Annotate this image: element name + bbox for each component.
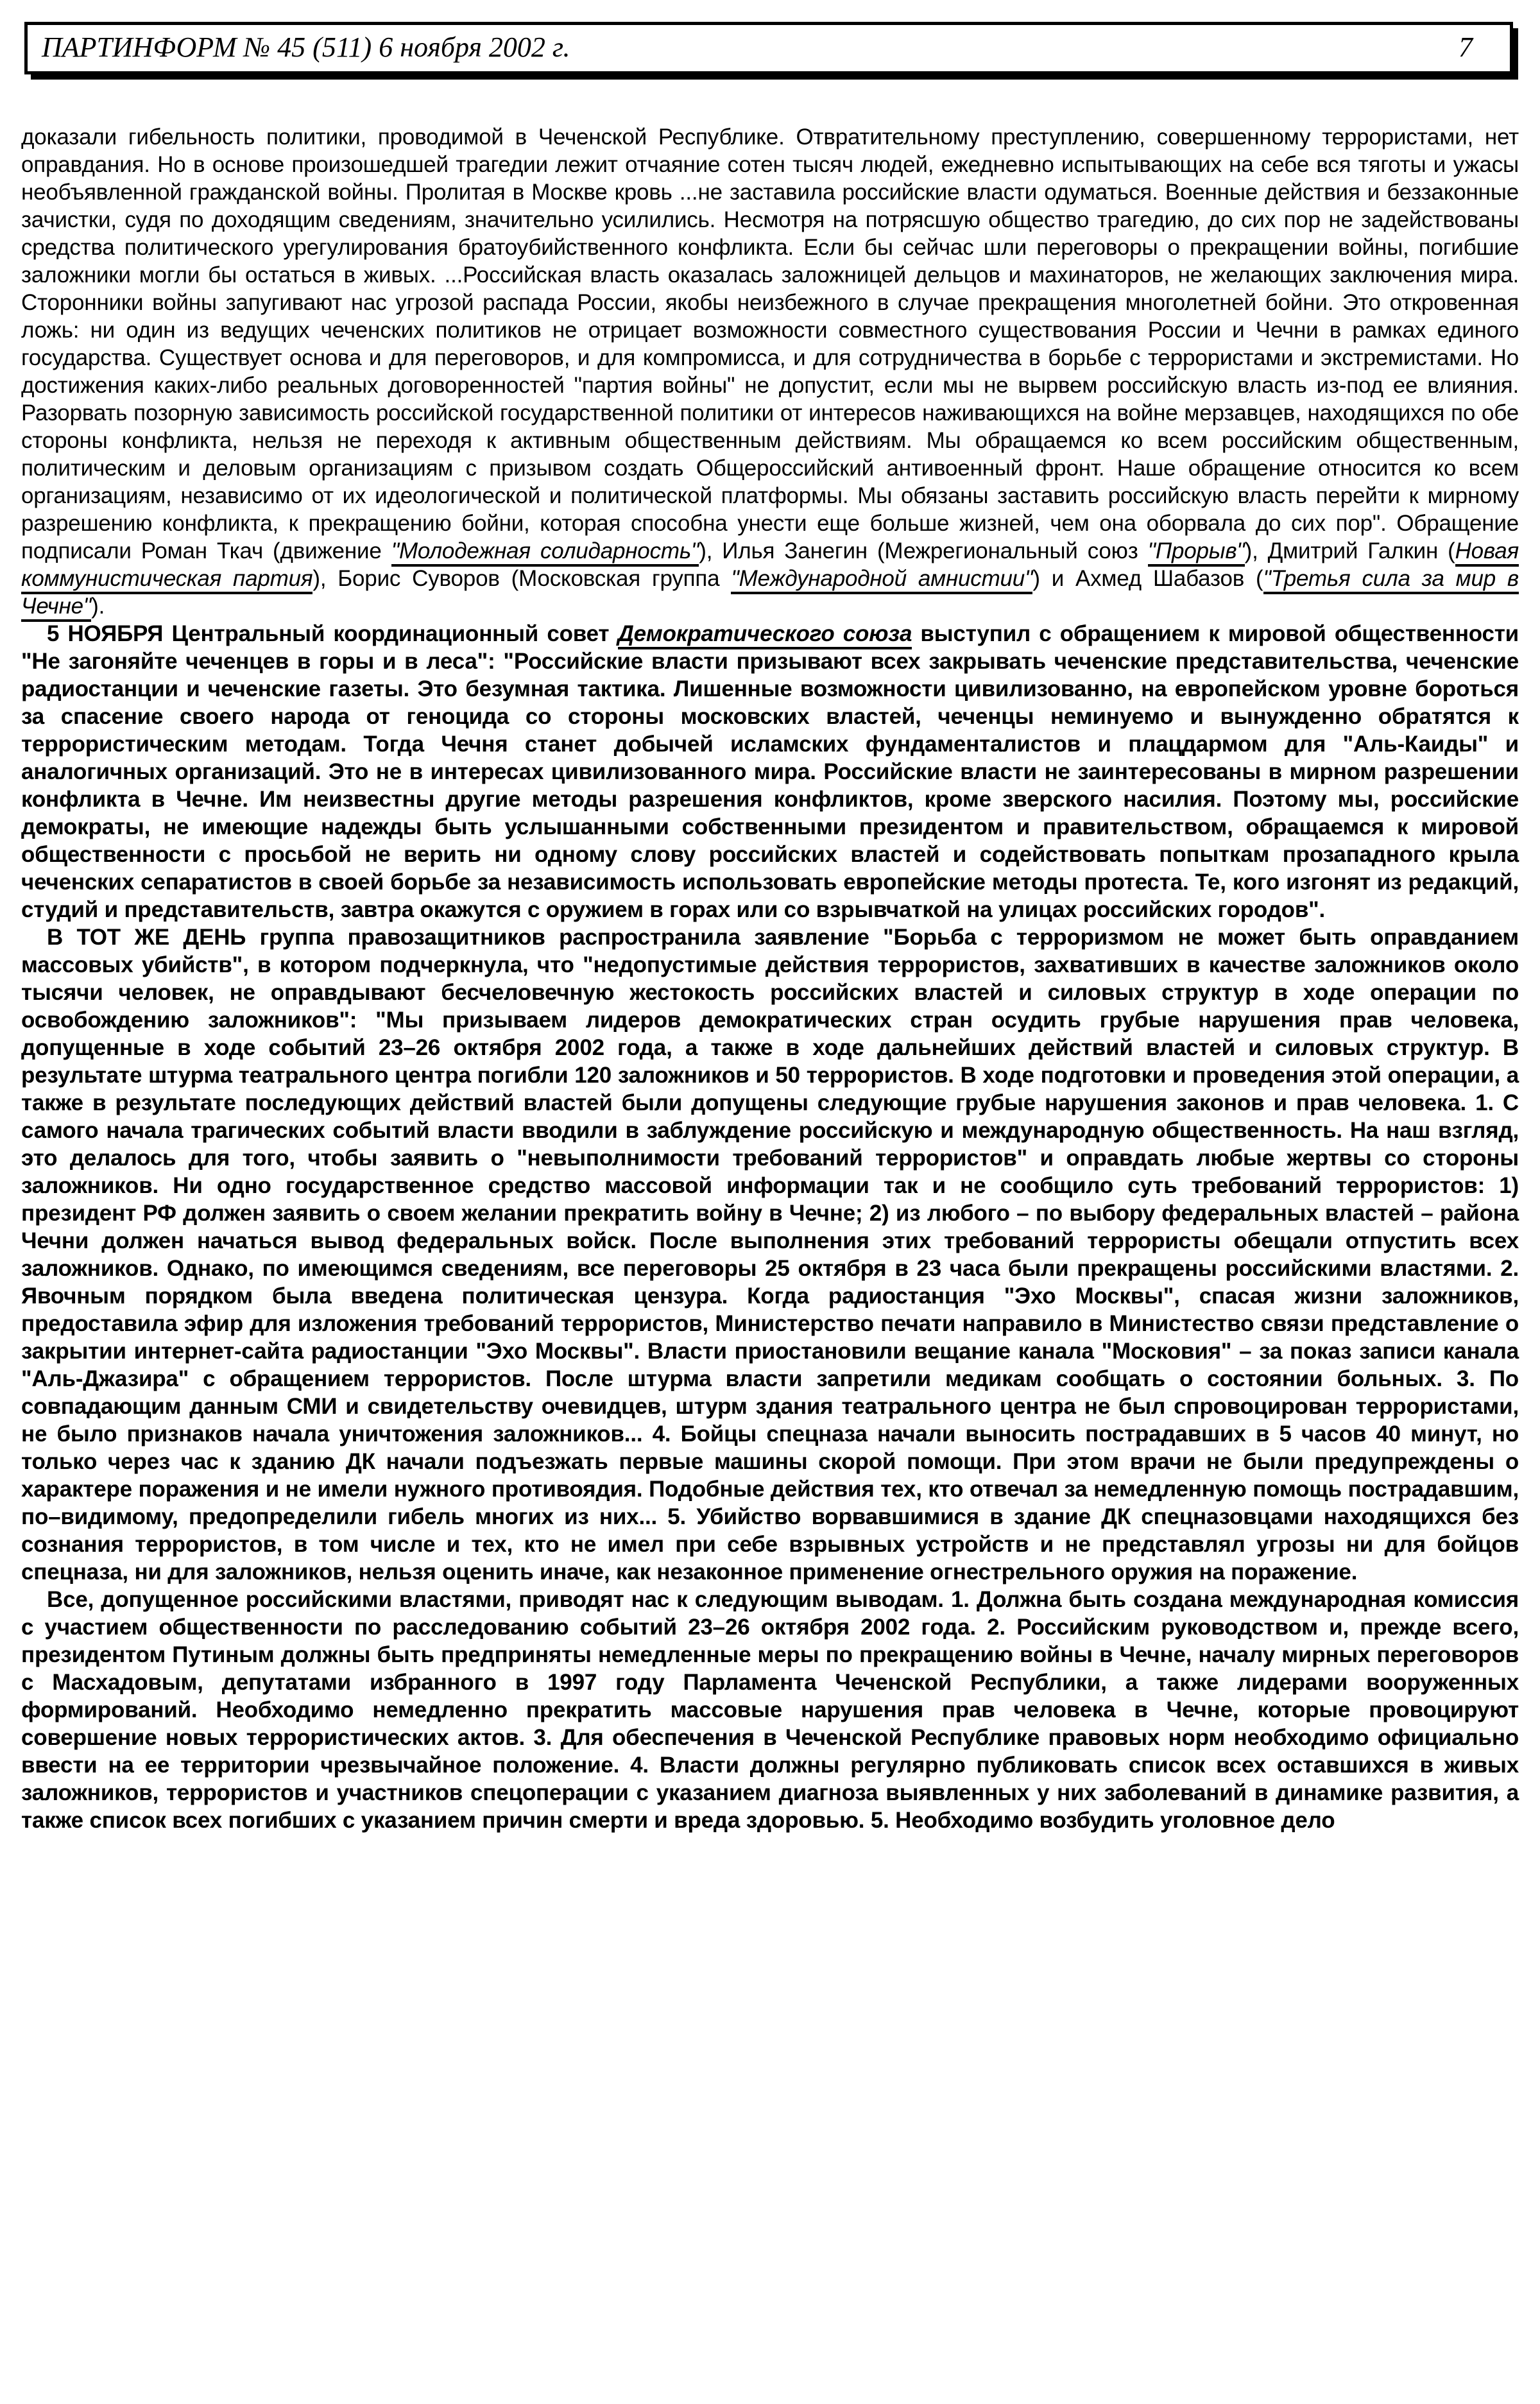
organization-name: Новая коммунистическая партия bbox=[21, 538, 1519, 594]
organization-name: "Молодежная солидарность" bbox=[391, 538, 699, 567]
organization-name: "Третья сила за мир в Чечне" bbox=[21, 566, 1519, 622]
text-run: ) и Ахмед Шабазов ( bbox=[1032, 566, 1263, 591]
text-run: ). bbox=[91, 594, 105, 619]
text-run: выступил с обращением к мировой общественности "Не загоняйте чеченцев в горы и в леса": "Российские власти призывают всех закрывать чеченские представительства, чеченские радиостанции и чеченские газеты. Это безумная тактика. Лишенные возможности цивилизованно, на европейском уровне бороться за спасение своего народа от геноцида со стороны московских властей, чеченцы неминуемо и вынужденно обратятся к террористическим методам. Тогда Чечня станет добычей исламских фундаменталистов и плацдармом для "Аль-Каиды" и аналогичных организаций. Это не в интересах цивилизованного мира. Российские власти не заинтересованы в мирном разрешении конфликта в Чечне. Им неизвестны другие методы разрешения конфликтов, кроме зверского насилия. Поэтому мы, российские демократы, не имеющие надежды быть услышанными собственными президентом и правительством, обращаемся к мировой общественности с просьбой не верить ни одному слову российских властей и содействовать попыткам прозападного крыла чеченских сепаратистов в своей борьбе за независимость использовать европейские методы протеста. Те, кого изгонят из редакций, студий и представительств, завтра окажутся с оружием в горах или со взрывчаткой на улицах российских городов". bbox=[21, 621, 1519, 922]
paragraph bbox=[21, 923, 1519, 1586]
organization-name: "Прорыв" bbox=[1148, 538, 1245, 567]
organization-name: "Международной амнистии" bbox=[731, 566, 1032, 594]
text-run: доказали гибельность политики, проводимой в Чеченской Республике. Отвратительному преступлению, совершенному террористами, нет оправдания. Но в основе произошедшей трагедии лежит отчаяние сотен тысяч людей, ежедневно испытывающих на себе вся тяготы и ужасы необъявленной гражданской войны. Пролитая в Москве кровь ...не заставила российские власти одуматься. Военные действия и беззаконные зачистки, судя по доходящим сведениям, значительно усилились. Несмотря на потрясшую общество трагедию, до сих пор не задействованы средства политического урегулирования братоубийственного конфликта. Если бы сейчас шли переговоры о прекращении войны, погибшие заложники могли бы остаться в живых. ...Российская власть оказалась заложницей дельцов и махинаторов, не желающих заключения мира. Сторонники войны запугивают нас угрозой распада России, якобы неизбежного в случае прекращения многолетней бойни. Это откровенная ложь: ни один из ведущих чеченских политиков не отрицает возможности совместного существования России и Чечни в рамках единого государства. Существует основа и для переговоров, и для компромисса, и для сотрудничества в борьбе с террористами и экстремистами. Но достижения каких-либо реальных договоренностей "партия войны" не допустит, если мы не вырвем российскую власть из-под ее влияния. Разорвать позорную зависимость российской государственной политики от интересов наживающихся на войне мерзавцев, находящихся по обе стороны конфликта, нельзя не переходя к активным общественным действиям. Мы обращаемся ко всем российским общественным, политическим и деловым организациям с призывом создать Общероссийский антивоенный фронт. Наше обращение относится ко всем организациям, независимо от их идеологической и политической платформы. Мы обязаны заставить российскую власть перейти к мирному разрешению конфликта, к прекращению бойни, которая способна унести еще больше жизней, чем она оборвала до сих пор". Обращение подписали Роман Ткач (движение bbox=[21, 124, 1519, 563]
organization-name: Демократического союза bbox=[618, 621, 912, 649]
text-run: ), Дмитрий Галкин ( bbox=[1244, 538, 1455, 563]
page bbox=[0, 22, 1540, 2404]
text-run: ), Борис Суворов (Московская группа bbox=[312, 566, 732, 591]
page-number: 7 bbox=[1459, 31, 1473, 63]
masthead bbox=[24, 22, 1513, 74]
text-run: 5 НОЯБРЯ Центральный координационный совет bbox=[47, 621, 618, 646]
text-run: ), Илья Занегин (Межрегиональный союз bbox=[699, 538, 1148, 563]
text-run: Все, допущенное российскими властями, приводят нас к следующим выводам. 1. Должна быть создана международная комиссия с участием общественности по расследованию событий 23–26 октября 2002 года. 2. Российским руководством и, прежде всего, президентом Путиным должны быть предприняты немедленные меры по прекращению войны в Чечне, началу мирных переговоров с Масхадовым, депутатами избранного в 1997 году Парламента Чеченской Республики, а также лидерами вооруженных формирований. Необходимо немедленно прекратить массовые нарушения прав человека в Чечне, которые провоцируют совершение новых террористических актов. 3. Для обеспечения в Чеченской Республике правовых норм необходимо официально ввести на ее территории чрезвычайное положение. 4. Власти должны регулярно публиковать список всех оставшихся в живых заложников, террористов и участников спецоперации с указанием диагноза выявленных у них заболеваний в динамике развития, а также список всех погибших с указанием причин смерти и вреда здоровью. 5. Необходимо возбудить уголовное дело bbox=[21, 1587, 1519, 1833]
paragraph bbox=[21, 620, 1519, 923]
article-body bbox=[0, 74, 1540, 1834]
text-run: В ТОТ ЖЕ ДЕНЬ группа правозащитников распространила заявление "Борьба с терроризмом не может быть оправданием массовых убийств", в котором подчеркнула, что "недопустимые действия террористов, захвативших в качестве заложников около тысячи человек, не оправдывают бесчеловечную жестокость российских властей и силовых структур в ходе операции по освобождению заложников": "Мы призываем лидеров демократических стран осудить грубые нарушения прав человека, допущенные в ходе событий 23–26 октября 2002 года, а также в ходе дальнейших действий властей и силовых структур. В результате штурма театрального центра погибли 120 заложников и 50 террористов. В ходе подготовки и проведения этой операции, а также в результате последующих действий властей были допущены следующие грубые нарушения законов и прав человека. 1. С самого начала трагических событий власти вводили в заблуждение российскую и международную общественность. На наш взгляд, это делалось для того, чтобы заявить о "невыполнимости требований террористов" и оправдать любые жертвы со стороны заложников. Ни одно государственное средство массовой информации так и не сообщило суть требований террористов: 1) президент РФ должен заявить о своем желании прекратить войну в Чечне; 2) из любого – по выбору федеральных властей – района Чечни должен начаться вывод федеральных войск. После выполнения этих требований террористы обещали отпустить всех заложников. Однако, по имеющимся сведениям, все переговоры 25 октября в 23 часа были прекращены российскими властями. 2. Явочным порядком была введена политическая цензура. Когда радиостанция "Эхо Москвы", спасая жизни заложников, предоставила эфир для изложения требований террористов, Министерство печати направило в Министество связи представление о закрытии интернет-сайта радиостанции "Эхо Москвы". Власти приостановили вещание канала "Московия" – за показ записи канала "Аль-Джазира" с обращением террористов. После штурма власти запретили медикам сообщать о состоянии больных. 3. По совпадающим данным СМИ и свидетельству очевидцев, штурм здания театрального центра не был спровоцирован террористами, не было признаков начала уничтожения заложников... 4. Бойцы спецназа начали выносить пострадавших в 5 часов 40 минут, но только через час к зданию ДК начали подъезжать первые машины скорой помощи. При этом врачи не были предупреждены о характере поражения и не имели нужного противоядия. Подобные действия тех, кто отвечал за немедленную помощь пострадавшим, по–видимому, предопределили гибель многих из них... 5. Убийство ворвавшимися в здание ДК спецназовцами находящихся без сознания террористов, в том числе и тех, кто не имел при себе взрывных устройств и не представлял угрозы ни для бойцов спецназа, ни для заложников, нельзя оценить иначе, как незаконное применение огнестрельного оружия на поражение. bbox=[21, 925, 1519, 1584]
newsletter-title: ПАРТИНФОРМ № 45 (511) 6 ноября 2002 г. bbox=[42, 31, 570, 63]
paragraph bbox=[21, 1586, 1519, 1834]
paragraph bbox=[21, 123, 1519, 620]
